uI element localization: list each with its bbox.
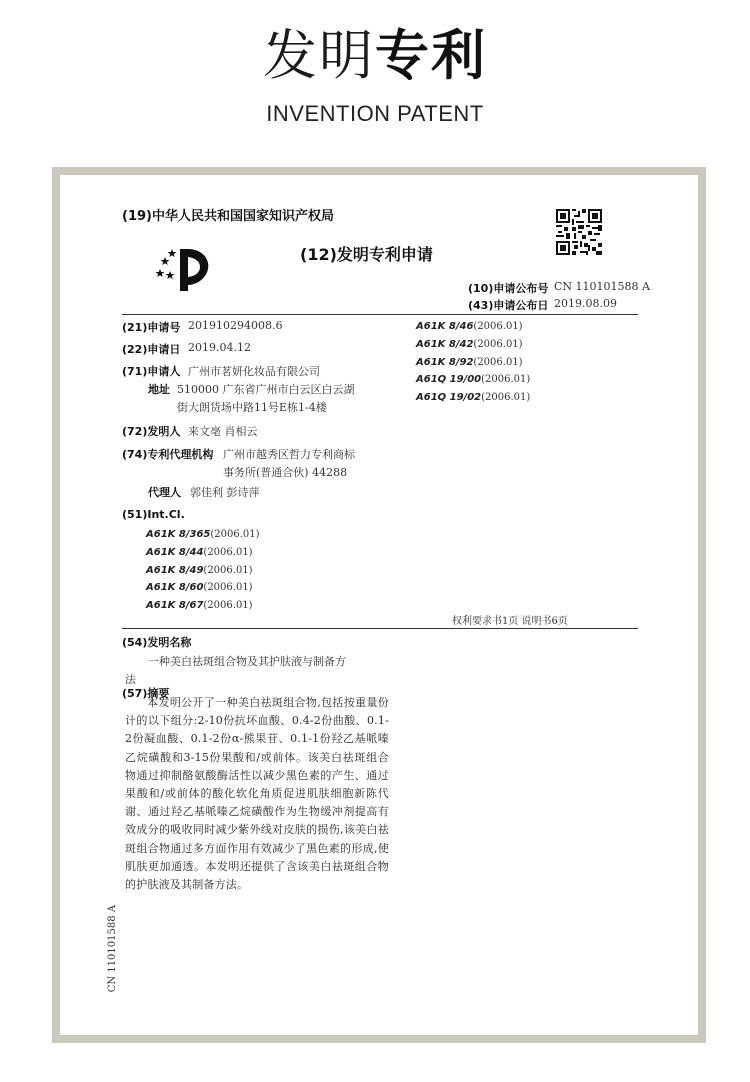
intcl-item: A61K 8/60(2006.01) [146,582,253,594]
intcl-list-right [416,318,530,407]
publication-date-label: (43)申请公布日 [468,299,549,312]
intcl-item: A61K 8/44(2006.01) [146,546,253,558]
inventors-label: (72)发明人 [122,425,181,438]
publication-number: CN 110101588 A [554,280,650,293]
intcl-item: A61Q 19/02(2006.01) [416,392,531,404]
applicant: 广州市茗妍化妆品有限公司 [188,365,320,378]
intcl-item: A61K 8/67(2006.01) [146,600,253,612]
address-line-2: 街大朗货场中路11号E栋1-4楼 [177,401,327,414]
page-subtitle: INVENTION PATENT [266,101,484,126]
invention-title-line-1: 一种美白祛斑组合物及其护肤液与制备方 [148,655,346,668]
agent-label: 代理人 [148,486,181,499]
application-date-label: (22)申请日 [122,343,181,356]
publication-date: 2019.08.09 [554,297,617,310]
inventors: 来文亳 肖相云 [188,425,258,438]
vertical-publication-number: CN 110101588 A [107,905,118,993]
agents: 郭佳利 彭诗萍 [190,486,260,499]
patent-document [60,175,698,1035]
invention-title-label: (54)发明名称 [122,636,192,649]
intcl-item: A61K 8/46(2006.01) [416,321,523,332]
publication-number-label: (10)申请公布号 [468,282,549,295]
abstract-text: 本发明公开了一种美白祛斑组合物,包括按重量份计的以下组分:2-10份抗坏血酸、0.4-2份曲酸、0.1-2份凝血酸、0.1-2份α-熊果苷、0.1-1份羟乙基哌嗪乙烷磺酸和3-15份果酸和/或前体。该美白祛斑组合物通过抑制酪氨酸酶活性以减少黑色素的产生、通过果酸和/或前体的酸化软化角质促进肌肤细胞新陈代谢、通过羟乙基哌嗪乙烷磺酸作为生物缓冲剂提高有效成分的吸收同时减少紫外线对皮肤的损伤,该美白祛斑组合物通过多方面作用有效减少了黑色素的形成,使肌肤更加通透。本发明还提供了含该美白祛斑组合物的护肤液及其制备方法。 [125,696,389,892]
intcl-item: A61K 8/42(2006.01) [416,338,523,350]
application-number: 201910294008.6 [188,319,283,332]
applicant-label: (71)申请人 [122,365,181,378]
patent-office: (19)中华人民共和国国家知识产权局 [122,209,334,224]
abstract-label: (57)摘要 [122,687,170,700]
invention-title-line-2: 法 [125,673,136,686]
agency-label: (74)专利代理机构 [122,448,214,461]
qr-code-icon [556,209,602,255]
application-date: 2019.04.12 [188,341,251,354]
intcl-list-left [146,526,260,615]
pages-info: 权利要求书1页 说明书6页 [452,616,568,627]
intcl-label: (51)Int.Cl. [122,508,185,521]
intcl-item: A61K 8/49(2006.01) [146,564,253,576]
cnipa-emblem-icon [152,245,218,295]
address-line-1: 510000 广东省广州市白云区白云湖 [177,383,355,396]
page-title: 发明专利 [263,24,487,87]
intcl-item: A61K 8/365(2006.01) [146,529,260,540]
agency-line-1: 广州市越秀区哲力专利商标 [223,448,355,461]
divider [122,628,638,629]
document-type: (12)发明专利申请 [300,245,433,264]
agency-line-2: 事务所(普通合伙) 44288 [223,466,348,479]
intcl-item: A61K 8/92(2006.01) [416,356,523,368]
intcl-item: A61Q 19/00(2006.01) [416,374,531,386]
divider [122,314,638,315]
address-label: 地址 [148,383,170,396]
application-number-label: (21)申请号 [122,321,181,334]
